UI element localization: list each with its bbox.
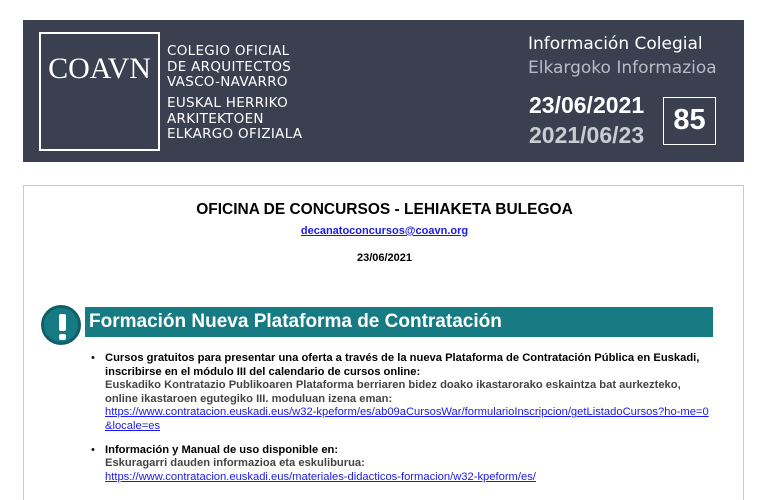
item-title: Información y Manual de uso disponible en:: [105, 443, 339, 456]
org-name-eu-line: ELKARGO OFIZIALA: [167, 126, 303, 142]
list-item: [91, 444, 711, 485]
item-link[interactable]: https://www.contratacion.euskadi.eus/materiales-didacticos-formacion/w32-kpeform/es/: [105, 470, 536, 483]
header-banner: [23, 20, 744, 162]
org-name-es-line: COLEGIO OFICIAL: [167, 43, 290, 59]
org-name-eu-line: EUSKAL HERRIKO: [167, 95, 289, 111]
office-email-link[interactable]: decanatoconcursos@coavn.org: [300, 225, 469, 237]
org-name-eu: [167, 96, 302, 143]
org-name-es: [167, 44, 291, 91]
exclamation-bar: [59, 314, 66, 331]
content-card: [23, 185, 744, 500]
item-list: [91, 352, 711, 494]
issue-number: 85: [663, 97, 716, 145]
section-title: Formación Nueva Plataforma de Contratación: [85, 307, 713, 337]
issue-date-eu: 2021/06/23: [529, 122, 645, 148]
bulletin-title-es: Información Colegial: [528, 34, 703, 54]
item-subtitle: Eskuragarri dauden informazioa eta eskuliburua:: [105, 457, 365, 470]
office-date: 23/06/2021: [356, 252, 413, 264]
office-title: OFICINA DE CONCURSOS - LEHIAKETA BULEGOA: [196, 201, 573, 218]
bullet: •: [91, 352, 95, 364]
org-name-eu-line: ARKITEKTOEN: [167, 110, 264, 127]
item-link[interactable]: https://www.contratacion.euskadi.eus/w32-kpeform/es/ab09aCursosWar/formularioInscripcion/getListadoCursos?ho-me=0&locale=es: [105, 406, 709, 432]
exclamation-icon: [41, 305, 81, 345]
exclamation-dot: [59, 334, 66, 340]
issue-date-es: 23/06/2021: [529, 92, 645, 118]
coavn-logo: [39, 32, 160, 151]
item-subtitle: Euskadiko Kontratazio Publikoaren Plataforma berriaren bidez doako ikastarorako eskaintza bat aurkezteko, online ikastaroen egutegiko III. moduluan izena eman:: [105, 379, 681, 405]
org-name-es-line: DE ARQUITECTOS: [167, 58, 292, 75]
office-email: [24, 225, 745, 237]
org-name-es-line: VASCO-NAVARRO: [167, 74, 288, 90]
list-item: [91, 352, 711, 434]
item-title: Cursos gratuitos para presentar una oferta a través de la nueva Plataforma de Contratación Pública en Euskadi, inscribirse en el módulo III del calendario de cursos online:: [105, 352, 700, 378]
bulletin-title-eu: Elkargoko Informazioa: [528, 58, 717, 78]
bullet: •: [91, 443, 95, 456]
logo-wordmark: COAVN: [48, 52, 151, 85]
